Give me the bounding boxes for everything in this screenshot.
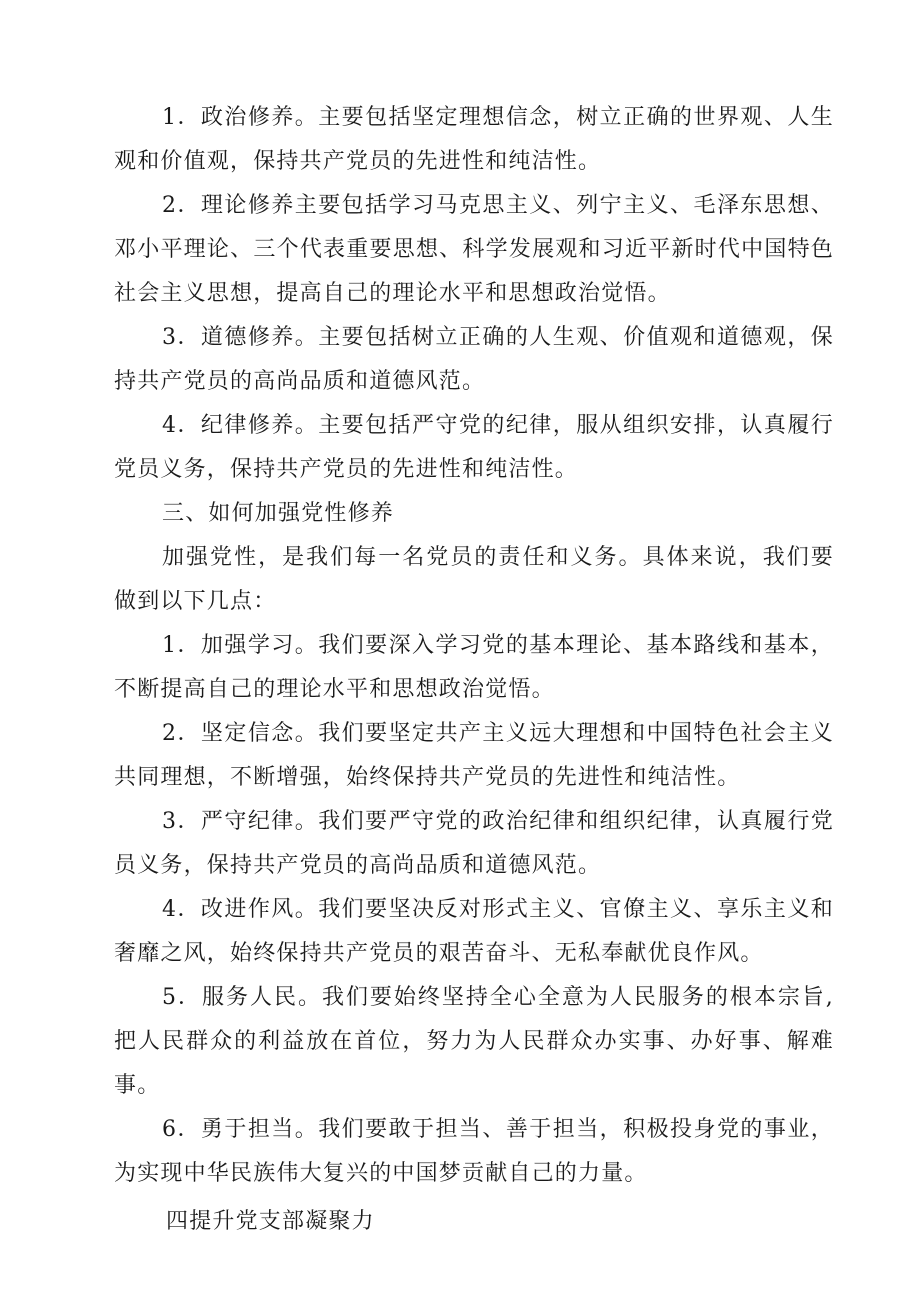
paragraph-strengthen-study: 1．加强学习。我们要深入学习党的基本理论、基本路线和基本，不断提高自己的理论水平和思想政治觉悟。 (114, 633, 834, 702)
paragraph-firm-belief: 2．坚定信念。我们要坚定共产主义远大理想和中国特色社会主义共同理想，不断增强，始终保持共产党员的先进性和纯洁性。 (114, 721, 834, 790)
paragraph-strict-discipline: 3．严守纪律。我们要严守党的政治纪律和组织纪律，认真履行党员义务，保持共产党员的高尚品质和道德风范。 (114, 809, 834, 878)
paragraph-serve-people: 5．服务人民。我们要始终坚持全心全意为人民服务的根本宗旨,把人民群众的利益放在首位，努力为人民群众办实事、办好事、解难事。 (114, 985, 834, 1098)
paragraph-take-responsibility: 6．勇于担当。我们要敢于担当、善于担当，积极投身党的事业，为实现中华民族伟大复兴的中国梦贡献自己的力量。 (114, 1117, 834, 1186)
paragraph-theoretical-cultivation: 2．理论修养主要包括学习马克思主义、列宁主义、毛泽东思想、邓小平理论、三个代表重要思想、科学发展观和习近平新时代中国特色社会主义思想，提高自己的理论水平和思想政治觉悟。 (114, 193, 834, 306)
paragraph-intro: 加强党性，是我们每一名党员的责任和义务。具体来说，我们要做到以下几点： (114, 545, 834, 614)
section-heading-strengthen-party-spirit: 三、如何加强党性修养 (162, 501, 395, 526)
paragraph-improve-style: 4．改进作风。我们要坚决反对形式主义、官僚主义、享乐主义和奢靡之风，始终保持共产党员的艰苦奋斗、无私奉献优良作风。 (114, 897, 834, 966)
document-body (114, 96, 834, 1244)
paragraph-discipline-cultivation: 4．纪律修养。主要包括严守党的纪律，服从组织安排，认真履行党员义务，保持共产党员的先进性和纯洁性。 (114, 413, 834, 482)
paragraph-moral-cultivation: 3．道德修养。主要包括树立正确的人生观、价值观和道德观，保持共产党员的高尚品质和道德风范。 (114, 325, 834, 394)
section-heading-branch-cohesion: 四提升党支部凝聚力 (166, 1209, 375, 1234)
paragraph-political-cultivation: 1．政治修养。主要包括坚定理想信念，树立正确的世界观、人生观和价值观，保持共产党员的先进性和纯洁性。 (114, 105, 834, 174)
